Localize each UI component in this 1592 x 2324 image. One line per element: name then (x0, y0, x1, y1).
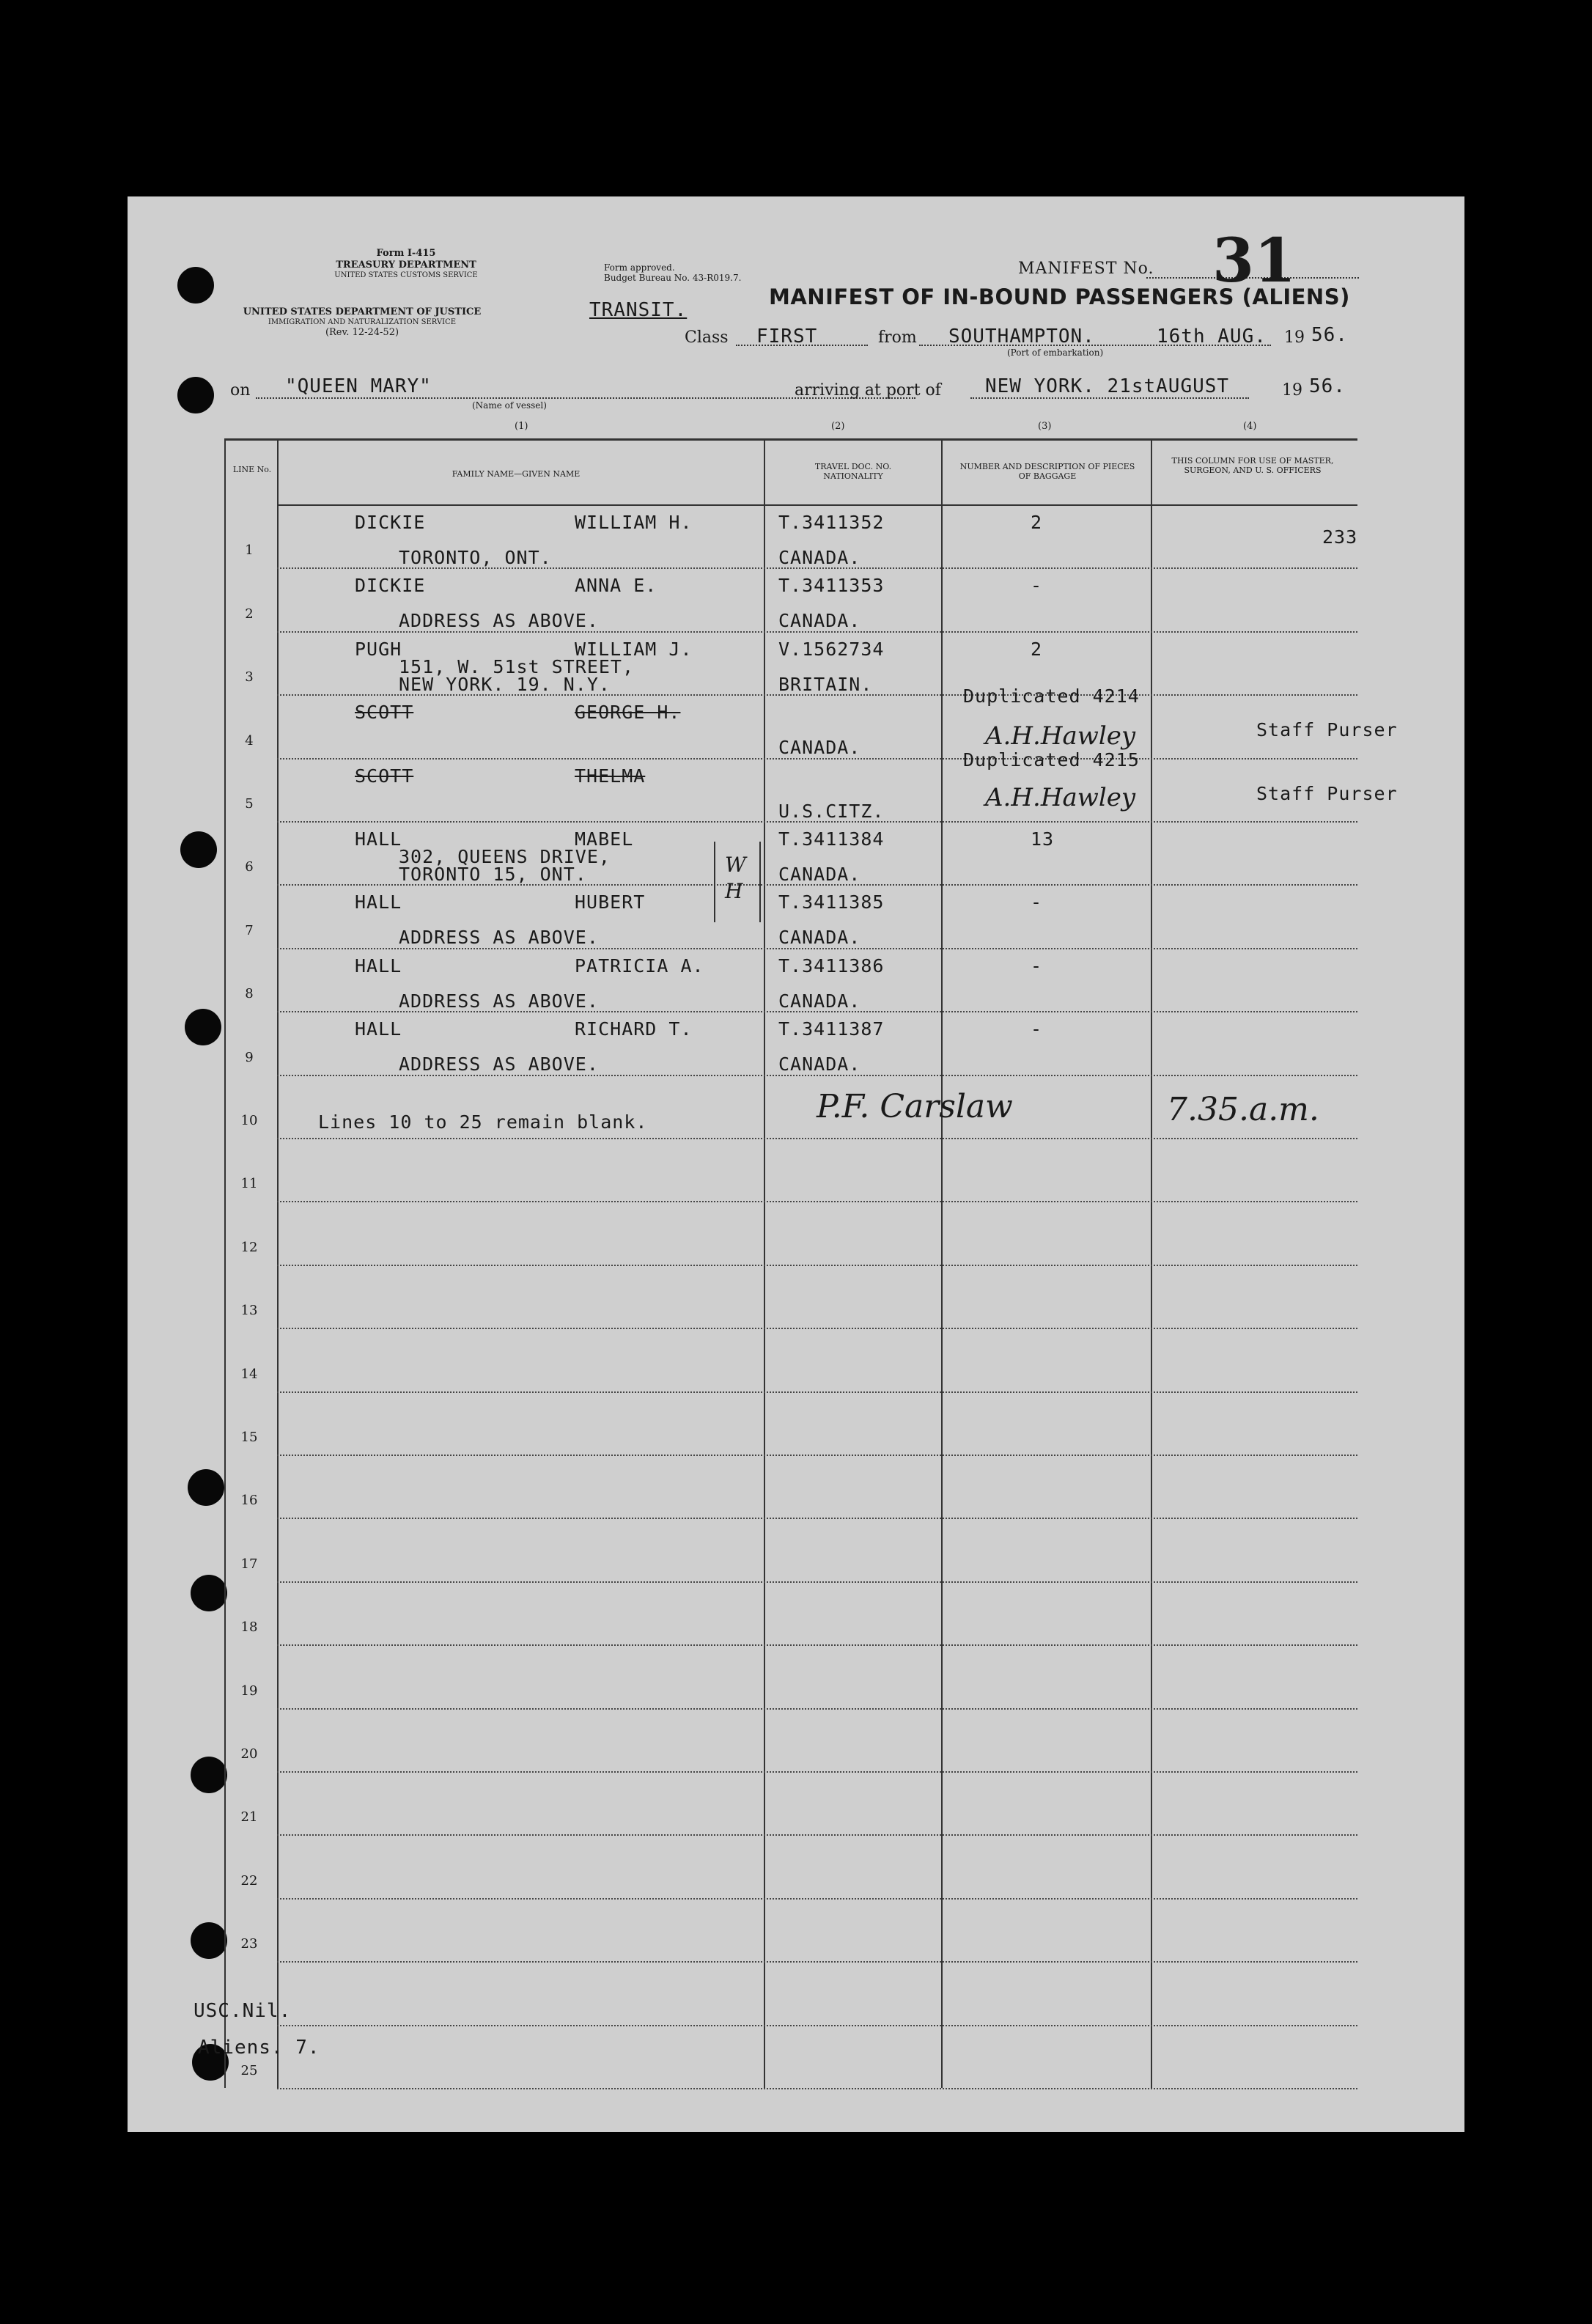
row-rule (277, 1834, 1357, 1836)
port-embarkation-caption: (Port of embarkation) (1007, 348, 1104, 358)
class-line (736, 345, 868, 346)
punch-hole (188, 1469, 224, 1506)
line-number: 20 (240, 1746, 258, 1762)
from-date: 16th AUG. (1157, 326, 1267, 348)
line-number: 16 (240, 1493, 258, 1509)
manifest-number-label: MANIFEST No. (1018, 260, 1154, 278)
row-rule (277, 1455, 1357, 1456)
line-number: 18 (240, 1619, 258, 1636)
class-value: FIRST (756, 326, 818, 348)
baggage-count: - (1031, 891, 1043, 913)
row-rule (277, 1265, 1357, 1266)
punch-hole (191, 1575, 227, 1611)
line-number: 25 (240, 2063, 258, 2078)
given-name: RICHARD T. (575, 1018, 693, 1040)
treasury-department: TREASURY DEPARTMENT (336, 260, 476, 271)
nationality: BRITAIN. (778, 673, 873, 695)
arrival-time-note: 7.35.a.m. (1167, 1091, 1319, 1128)
row-rule (277, 1581, 1357, 1583)
line-number: 1 (245, 543, 254, 559)
line-number: 23 (240, 1936, 258, 1952)
baggage-count: - (1031, 955, 1043, 977)
given-name: WILLIAM H. (575, 512, 693, 533)
line-number: 8 (245, 986, 254, 1002)
nationality: CANADA. (778, 1053, 861, 1075)
column-number-4: (4) (1243, 421, 1257, 432)
address-line: TORONTO, ONT. (399, 547, 552, 568)
manifest-sheet (128, 196, 1464, 2132)
from-port: SOUTHAMPTON. (948, 326, 1095, 348)
line-number: 4 (245, 732, 254, 749)
travel-doc-number: T.3411352 (778, 512, 885, 533)
address-line: ADDRESS AS ABOVE. (399, 1053, 599, 1075)
purser-signature-1: A.H.Hawley (985, 721, 1136, 751)
given-name: PATRICIA A. (575, 955, 704, 977)
line-number: 12 (240, 1239, 258, 1255)
given-name: GEORGE H. (575, 702, 681, 724)
row-rule (277, 1328, 1357, 1329)
given-name: WILLIAM J. (575, 638, 693, 660)
arrival-year-suffix: 56. (1309, 375, 1346, 397)
line-number: 14 (240, 1366, 258, 1382)
officer-note: Staff Purser (1256, 782, 1398, 804)
address-line: TORONTO 15, ONT. (399, 864, 587, 885)
travel-doc-number: T.3411385 (778, 891, 885, 913)
family-name: DICKIE (355, 512, 426, 533)
manifest-title: MANIFEST OF IN-BOUND PASSENGERS (ALIENS) (769, 284, 1350, 309)
nationality: CANADA. (778, 927, 861, 949)
line-number: 13 (240, 1303, 258, 1319)
baggage-count: Duplicated 4215 (963, 749, 1140, 771)
customs-service: UNITED STATES CUSTOMS SERVICE (334, 271, 478, 279)
on-label: on (230, 381, 251, 400)
line-number: 15 (240, 1430, 258, 1445)
officer-note: Staff Purser (1256, 719, 1398, 741)
family-name: HALL (355, 828, 402, 850)
line-number: 5 (245, 796, 254, 812)
officers-header: THIS COLUMN FOR USE OF MASTER, SURGEON, AND U. S. OFFICERS (1171, 456, 1334, 475)
address-line: ADDRESS AS ABOVE. (399, 610, 599, 632)
column-number-3: (3) (1038, 421, 1052, 432)
aliens-count: Aliens. 7. (198, 2037, 320, 2059)
arrival-port-date: NEW YORK. 21stAUGUST (985, 375, 1230, 397)
punch-hole (191, 1922, 227, 1959)
column-number-1: (1) (515, 421, 528, 432)
baggage-count: Duplicated 4214 (963, 685, 1140, 707)
line-number: 19 (240, 1683, 258, 1699)
address-line: 302, QUEENS DRIVE, (399, 846, 611, 867)
travel-doc-header: TRAVEL DOC. NO. NATIONALITY (814, 462, 892, 481)
line-number: 7 (245, 922, 254, 938)
family-name: DICKIE (355, 575, 426, 597)
line-number: 2 (245, 606, 254, 622)
punch-hole (177, 377, 214, 413)
purser-signature-2: A.H.Hawley (985, 783, 1136, 812)
manifest-number: 31 (1212, 226, 1297, 296)
line-number: 21 (240, 1809, 258, 1825)
given-name: THELMA (575, 765, 646, 787)
header-bottom-border (277, 504, 1357, 506)
punch-hole (177, 267, 214, 304)
baggage-count: 2 (1031, 638, 1043, 660)
budget-bureau: Budget Bureau No. 43-R019.7. (604, 273, 742, 283)
row-rule (277, 1518, 1357, 1519)
line-number: 3 (245, 669, 254, 685)
line-number: 10 (240, 1113, 258, 1128)
inspector-signature: P.F. Carslaw (817, 1088, 1013, 1125)
vessel-caption: (Name of vessel) (472, 400, 547, 411)
family-name: SCOTT (355, 702, 414, 724)
line-no-header: LINE No. (232, 465, 272, 474)
vessel-name: "QUEEN MARY" (285, 375, 432, 397)
given-name: HUBERT (575, 891, 646, 913)
form-number: Form I-415 (376, 248, 436, 259)
given-name: ANNA E. (575, 575, 657, 597)
from-year-prefix: 19 (1284, 328, 1305, 347)
row-rule (277, 1644, 1357, 1646)
family-name: PUGH (355, 638, 402, 660)
travel-doc-number: T.3411387 (778, 1018, 885, 1040)
column-number-2: (2) (831, 421, 845, 432)
doc-col-divider (941, 438, 943, 2088)
row-rule (277, 2088, 1357, 2089)
family-name: HALL (355, 955, 402, 977)
arrival-year-prefix: 19 (1282, 381, 1302, 400)
line-number: 6 (245, 859, 254, 875)
from-label: from (878, 328, 917, 347)
line-col-divider (277, 438, 279, 2088)
address-line: ADDRESS AS ABOVE. (399, 927, 599, 949)
row-rule (277, 1138, 1357, 1139)
travel-doc-number: T.3411386 (778, 955, 885, 977)
punch-hole (191, 1757, 227, 1793)
nationality: U.S.CITZ. (778, 800, 885, 822)
usc-note: USC.Nil. (194, 2000, 292, 2022)
row-rule (277, 1961, 1357, 1963)
arrival-line (970, 397, 1249, 399)
baggage-count: 13 (1031, 828, 1055, 850)
row-rule (277, 1201, 1357, 1202)
line-number: 22 (240, 1872, 258, 1889)
family-name: SCOTT (355, 765, 414, 787)
baggage-count: 2 (1031, 512, 1043, 533)
table-top-border (224, 438, 1357, 441)
nationality: CANADA. (778, 990, 861, 1012)
travel-doc-number: T.3411353 (778, 575, 885, 597)
arriving-label: arriving at port of (795, 381, 941, 400)
address-line: 151, W. 51st STREET, (399, 655, 635, 677)
row-rule (277, 1898, 1357, 1900)
nationality: CANADA. (778, 737, 861, 759)
hall-bracket-note: W H (725, 853, 746, 903)
nationality: CANADA. (778, 864, 861, 885)
officer-note: 233 (1322, 526, 1358, 548)
given-name: MABEL (575, 828, 634, 850)
baggage-count: - (1031, 575, 1043, 597)
address-line: ADDRESS AS ABOVE. (399, 990, 599, 1012)
form-revision: (Rev. 12-24-52) (325, 327, 399, 338)
baggage-count: - (1031, 1018, 1043, 1040)
family-name: HALL (355, 1018, 402, 1040)
transit-label: TRANSIT. (589, 299, 688, 321)
address-line: NEW YORK. 19. N.Y. (399, 673, 611, 695)
line10-remark: Lines 10 to 25 remain blank. (318, 1111, 648, 1133)
line-number: 11 (240, 1176, 258, 1192)
line-number: 17 (240, 1556, 258, 1572)
row-rule (277, 2025, 1357, 2026)
class-label: Class (685, 328, 729, 347)
ins-service: IMMIGRATION AND NATURALIZATION SERVICE (268, 318, 457, 326)
department-of-justice: UNITED STATES DEPARTMENT OF JUSTICE (243, 306, 482, 317)
family-name: HALL (355, 891, 402, 913)
line-col-left-border (224, 438, 226, 2088)
punch-hole (180, 831, 217, 868)
row-rule (277, 1708, 1357, 1710)
travel-doc-number: T.3411384 (778, 828, 885, 850)
travel-doc-number: V.1562734 (778, 638, 885, 660)
nationality: CANADA. (778, 547, 861, 568)
row-rule (277, 1391, 1357, 1393)
name-col-divider (764, 438, 765, 2088)
baggage-header: NUMBER AND DESCRIPTION OF PIECES OF BAGGAGE (959, 462, 1135, 481)
nationality: CANADA. (778, 610, 861, 632)
from-line (919, 345, 1271, 346)
line-number: 9 (245, 1049, 254, 1065)
punch-hole (185, 1009, 221, 1045)
from-year-suffix: 56. (1311, 324, 1348, 346)
row-rule (277, 1771, 1357, 1773)
name-header: FAMILY NAME—GIVEN NAME (452, 469, 581, 479)
bag-col-divider (1151, 438, 1152, 2088)
form-approved: Form approved. (604, 262, 675, 273)
